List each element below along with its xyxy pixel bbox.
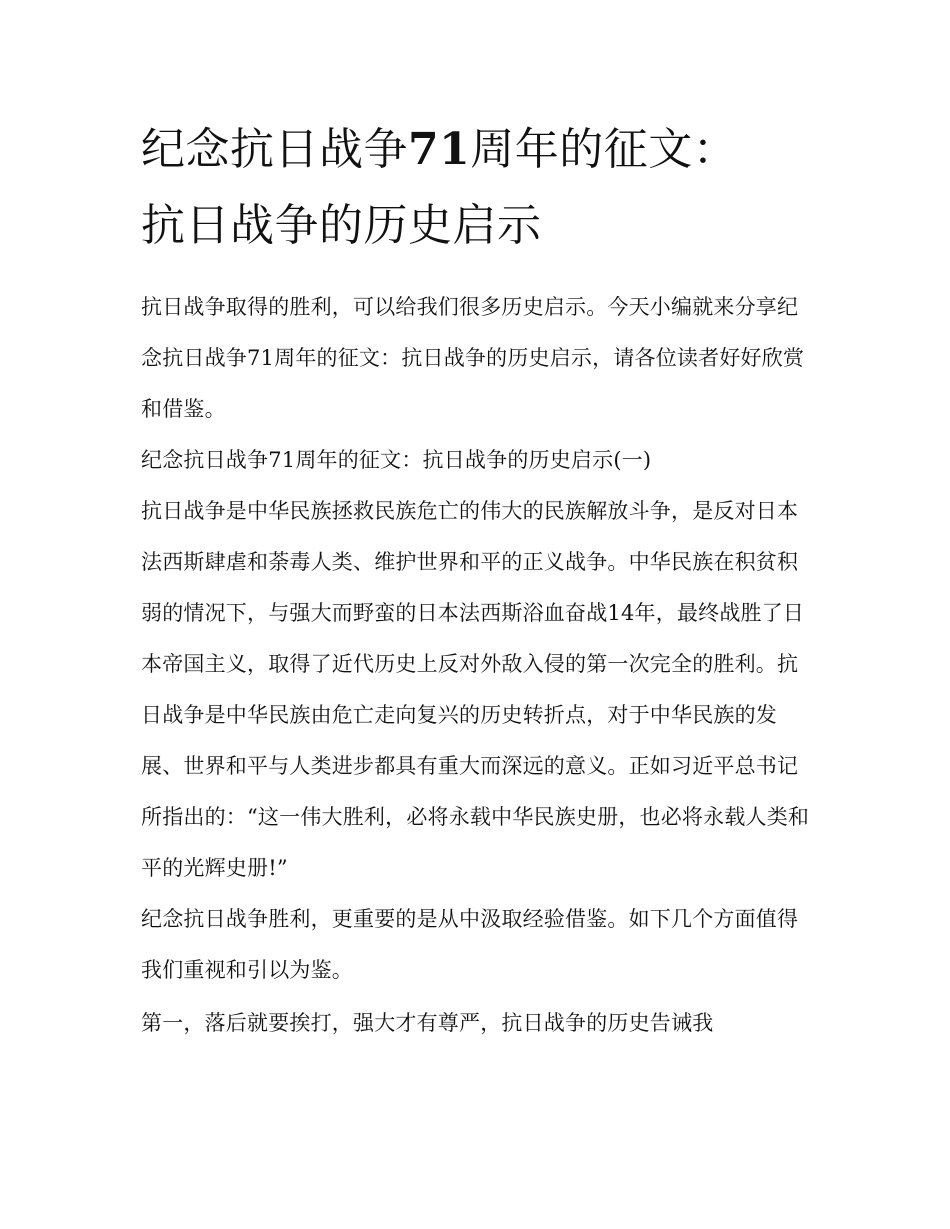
title-part2: 周年的征文： [470, 124, 738, 175]
intro-paragraph: 抗日战争取得的胜利，可以给我们很多历史启示。今天小编就来分享纪念抗日战争71周年的征文：抗日战争的历史启示，请各位读者好好欣赏和借鉴。 [141, 295, 805, 421]
document-title [141, 112, 813, 264]
title-part1: 纪念抗日战争 [141, 124, 408, 175]
document-page [141, 112, 813, 1049]
body-paragraph: 纪念抗日战争胜利，更重要的是从中汲取经验借鉴。如下几个方面值得我们重视和引以为鉴。 [141, 907, 799, 982]
body-paragraph: 抗日战争是中华民族拯救民族危亡的伟大的民族解放斗争，是反对日本法西斯肆虐和荼毒人类、维护世界和平的正义战争。中华民族在积贫积弱的情况下，与强大而野蛮的日本法西斯浴血奋战14年，最终战胜了日本帝国主义，取得了近代历史上反对外敌入侵的第一次完全的胜利。抗日战争是中华民族由危亡走向复兴的历史转折点，对于中华民族的发展、世界和平与人类进步都具有重大而深远的意义。正如习近平总书记所指出的：“这一伟大胜利，必将永载中华民族史册，也必将永载人类和平的光辉史册!” [141, 499, 810, 880]
title-number: 71 [408, 124, 471, 175]
section-heading: 纪念抗日战争71周年的征文：抗日战争的历史启示(一) [141, 448, 652, 472]
title-line2: 抗日战争的历史启示 [141, 200, 542, 251]
body-paragraph: 第一，落后就要挨打，强大才有尊严，抗日战争的历史告诫我 [141, 1011, 714, 1035]
